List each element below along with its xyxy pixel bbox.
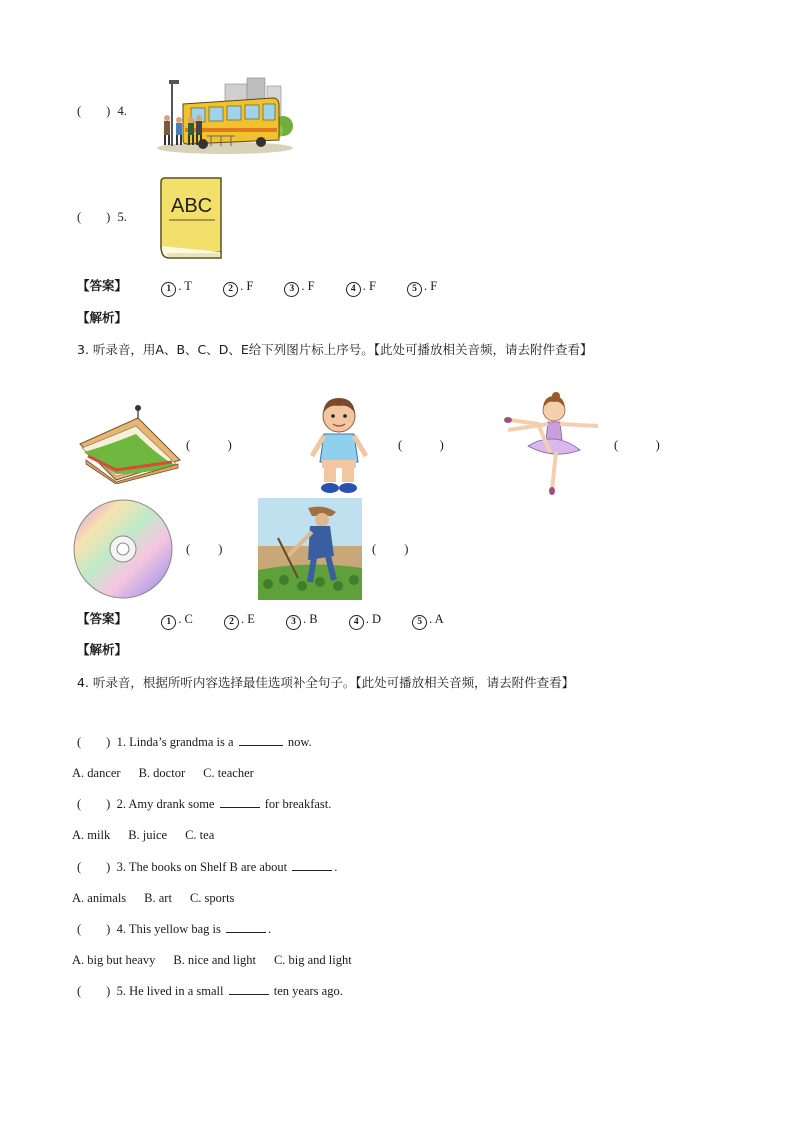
answer-item: 2 . E — [224, 612, 255, 630]
farmer-picture — [258, 498, 362, 600]
q4-item-5: ( ) 5. He lived in a small ten years ago. — [77, 984, 343, 998]
option: B. art — [144, 891, 172, 905]
q4-item-1: ( ) 1. Linda’s grandma is a now. — [77, 735, 312, 749]
answer-item: 2 . F — [223, 279, 253, 297]
option: B. doctor — [138, 766, 186, 780]
svg-text:ABC: ABC — [171, 195, 213, 217]
q2-item-4 — [77, 104, 127, 119]
answer-item: 3 . B — [286, 612, 318, 630]
answer-item: 5 . F — [407, 279, 437, 297]
fill-blank — [220, 797, 260, 808]
option: C. teacher — [203, 766, 254, 780]
option: A. dancer — [72, 766, 121, 780]
option: A. big but heavy — [72, 953, 156, 967]
cd-disc-picture — [71, 498, 175, 600]
answer-item: 1 . C — [161, 612, 193, 630]
answer-paren: ( ) — [77, 922, 111, 936]
fill-blank — [229, 984, 269, 995]
q4-item-3: ( ) 3. The books on Shelf B are about . — [77, 860, 338, 874]
item-number: 5. — [117, 210, 127, 224]
answer-item: 5 . A — [412, 612, 444, 630]
abc-book-picture — [155, 176, 227, 260]
answer-item: 1 . T — [161, 279, 192, 297]
analysis-label: 【解析】 — [77, 642, 128, 657]
q4-options-2 — [72, 828, 232, 843]
answer-paren: ( ) — [77, 104, 111, 118]
answer-paren: ( ) — [398, 438, 444, 452]
answer-paren: ( ) — [77, 210, 111, 224]
answer-label: 【答案】 — [77, 611, 128, 626]
boy-picture — [306, 394, 372, 496]
answer-item: 3 . F — [284, 279, 314, 297]
answer-paren: ( ) — [372, 542, 409, 556]
q4-options-4 — [72, 953, 370, 968]
option: C. tea — [185, 828, 215, 842]
item-number: 4. — [117, 104, 127, 118]
answer-paren: ( ) — [77, 984, 111, 998]
analysis-label: 【解析】 — [77, 310, 128, 325]
fill-blank — [239, 735, 283, 746]
q4-item-2: ( ) 2. Amy drank some for breakfast. — [77, 797, 332, 811]
q3-title: 3. 听录音，用A、B、C、D、E给下列图片标上序号。【此处可播放相关音频，请去附件查看】 — [77, 342, 593, 357]
answer-item: 4 . D — [349, 612, 381, 630]
option: C. big and light — [273, 953, 352, 967]
option: B. nice and light — [173, 953, 256, 967]
answer-paren: ( ) — [614, 438, 660, 452]
option: A. animals — [72, 891, 127, 905]
ballet-dancer-picture — [498, 390, 602, 496]
answer-paren: ( ) — [77, 860, 111, 874]
option: A. milk — [72, 828, 111, 842]
q4-item-4: ( ) 4. This yellow bag is . — [77, 922, 272, 936]
fill-blank — [226, 922, 266, 933]
answer-paren: ( ) — [77, 797, 111, 811]
answer-label: 【答案】 — [77, 278, 128, 293]
answer-paren: ( ) — [77, 735, 111, 749]
sandwich-picture — [76, 404, 184, 484]
q3-answer-row — [77, 609, 472, 630]
answer-paren: ( ) — [186, 542, 223, 556]
answer-item: 4 . F — [346, 279, 376, 297]
fill-blank — [292, 860, 332, 871]
q2-item-5 — [77, 210, 127, 225]
q4-options-1 — [72, 766, 272, 781]
q4-options-3 — [72, 891, 252, 906]
option: B. juice — [128, 828, 168, 842]
option: C. sports — [189, 891, 235, 905]
answer-paren: ( ) — [186, 438, 232, 452]
bus-stop-picture — [155, 76, 295, 156]
q4-title: 4. 听录音，根据所听内容选择最佳选项补全句子。【此处可播放相关音频，请去附件查看】 — [77, 675, 575, 690]
q2-answer-row — [77, 276, 465, 297]
